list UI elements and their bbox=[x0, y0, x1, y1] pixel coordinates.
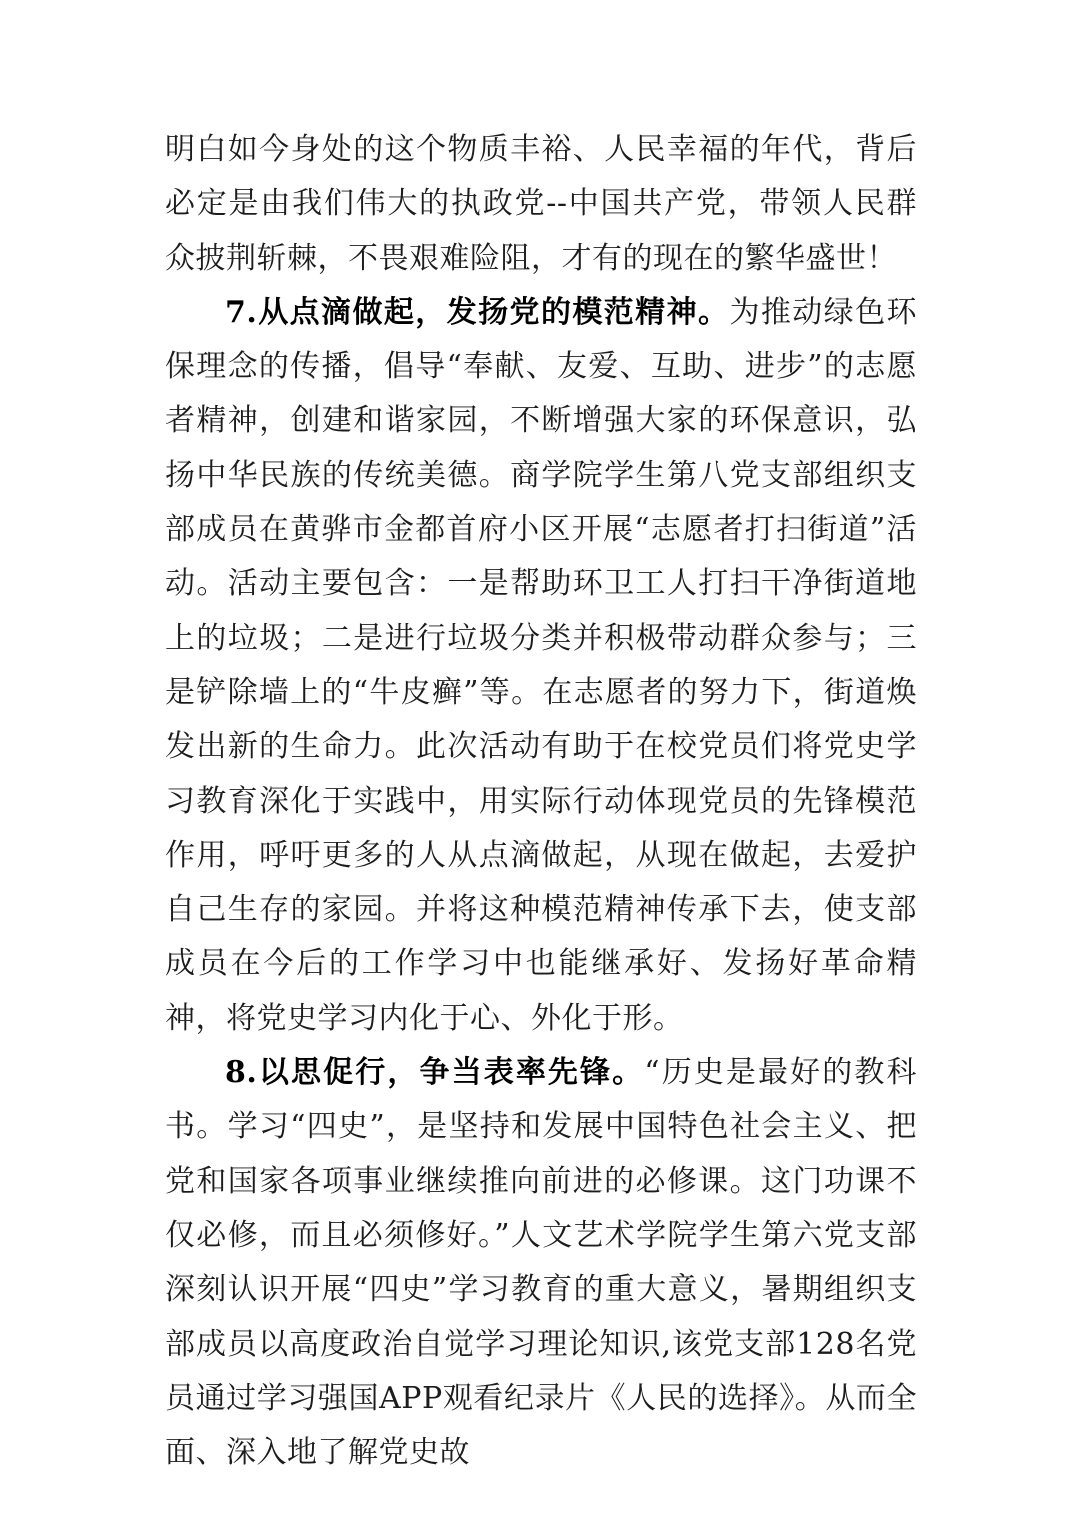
section-7-text: 为推动绿色环保理念的传播，倡导“奉献、友爱、互助、进步”的志愿者精神，创建和谐家园，不断增强大家的环保意识，弘扬中华民族的传统美德。商学院学生第八党支部组织支部成员在黄骅市金都首府小区开展“志愿者打扫街道”活动。活动主要包含：一是帮助环卫工人打扫干净街道地上的垃圾；二是进行垃圾分类并积极带动群众参与；三是铲除墙上的“牛皮癣”等。在志愿者的努力下，街道焕发出新的生命力。此次活动有助于在校党员们将党史学习教育深化于实践中，用实际行动体现党员的先锋模范作用，呼吁更多的人从点滴做起，从现在做起，去爱护自己生存的家园。并将这种模范精神传承下去，使支部成员在今后的工作学习中也能继承好、发扬好革命精神，将党史学习内化于心、外化于形。 bbox=[165, 294, 918, 1036]
document-body bbox=[165, 123, 917, 1480]
paragraph-continuation bbox=[165, 123, 917, 286]
section-8-text: “历史是最好的教科书。学习“四史”，是坚持和发展中国特色社会主义、把党和国家各项事业继续推向前进的必修课。这门功课不仅必修，而且必须修好。”人文艺术学院学生第六党支部深刻认识开展“四史”学习教育的重大意义，暑期组织支部成员以高度政治自觉学习理论知识,该党支部128名党员通过学习强国APP观看纪录片《人民的选择》。从而全面、深入地了解党史故 bbox=[165, 1055, 917, 1471]
paragraph-section-8 bbox=[165, 1046, 917, 1480]
paragraph-section-7 bbox=[165, 286, 917, 1046]
section-8-heading: 8.以思促行，争当表率先锋。 bbox=[225, 1055, 645, 1091]
section-7-heading: 7.从点滴做起，发扬党的模范精神。 bbox=[225, 294, 730, 330]
paragraph-1-text: 明白如今身处的这个物质丰裕、人民幸福的年代，背后必定是由我们伟大的执政党--中国共产党，带领人民群众披荆斩棘，不畏艰难险阻，才有的现在的繁华盛世！ bbox=[165, 132, 917, 276]
